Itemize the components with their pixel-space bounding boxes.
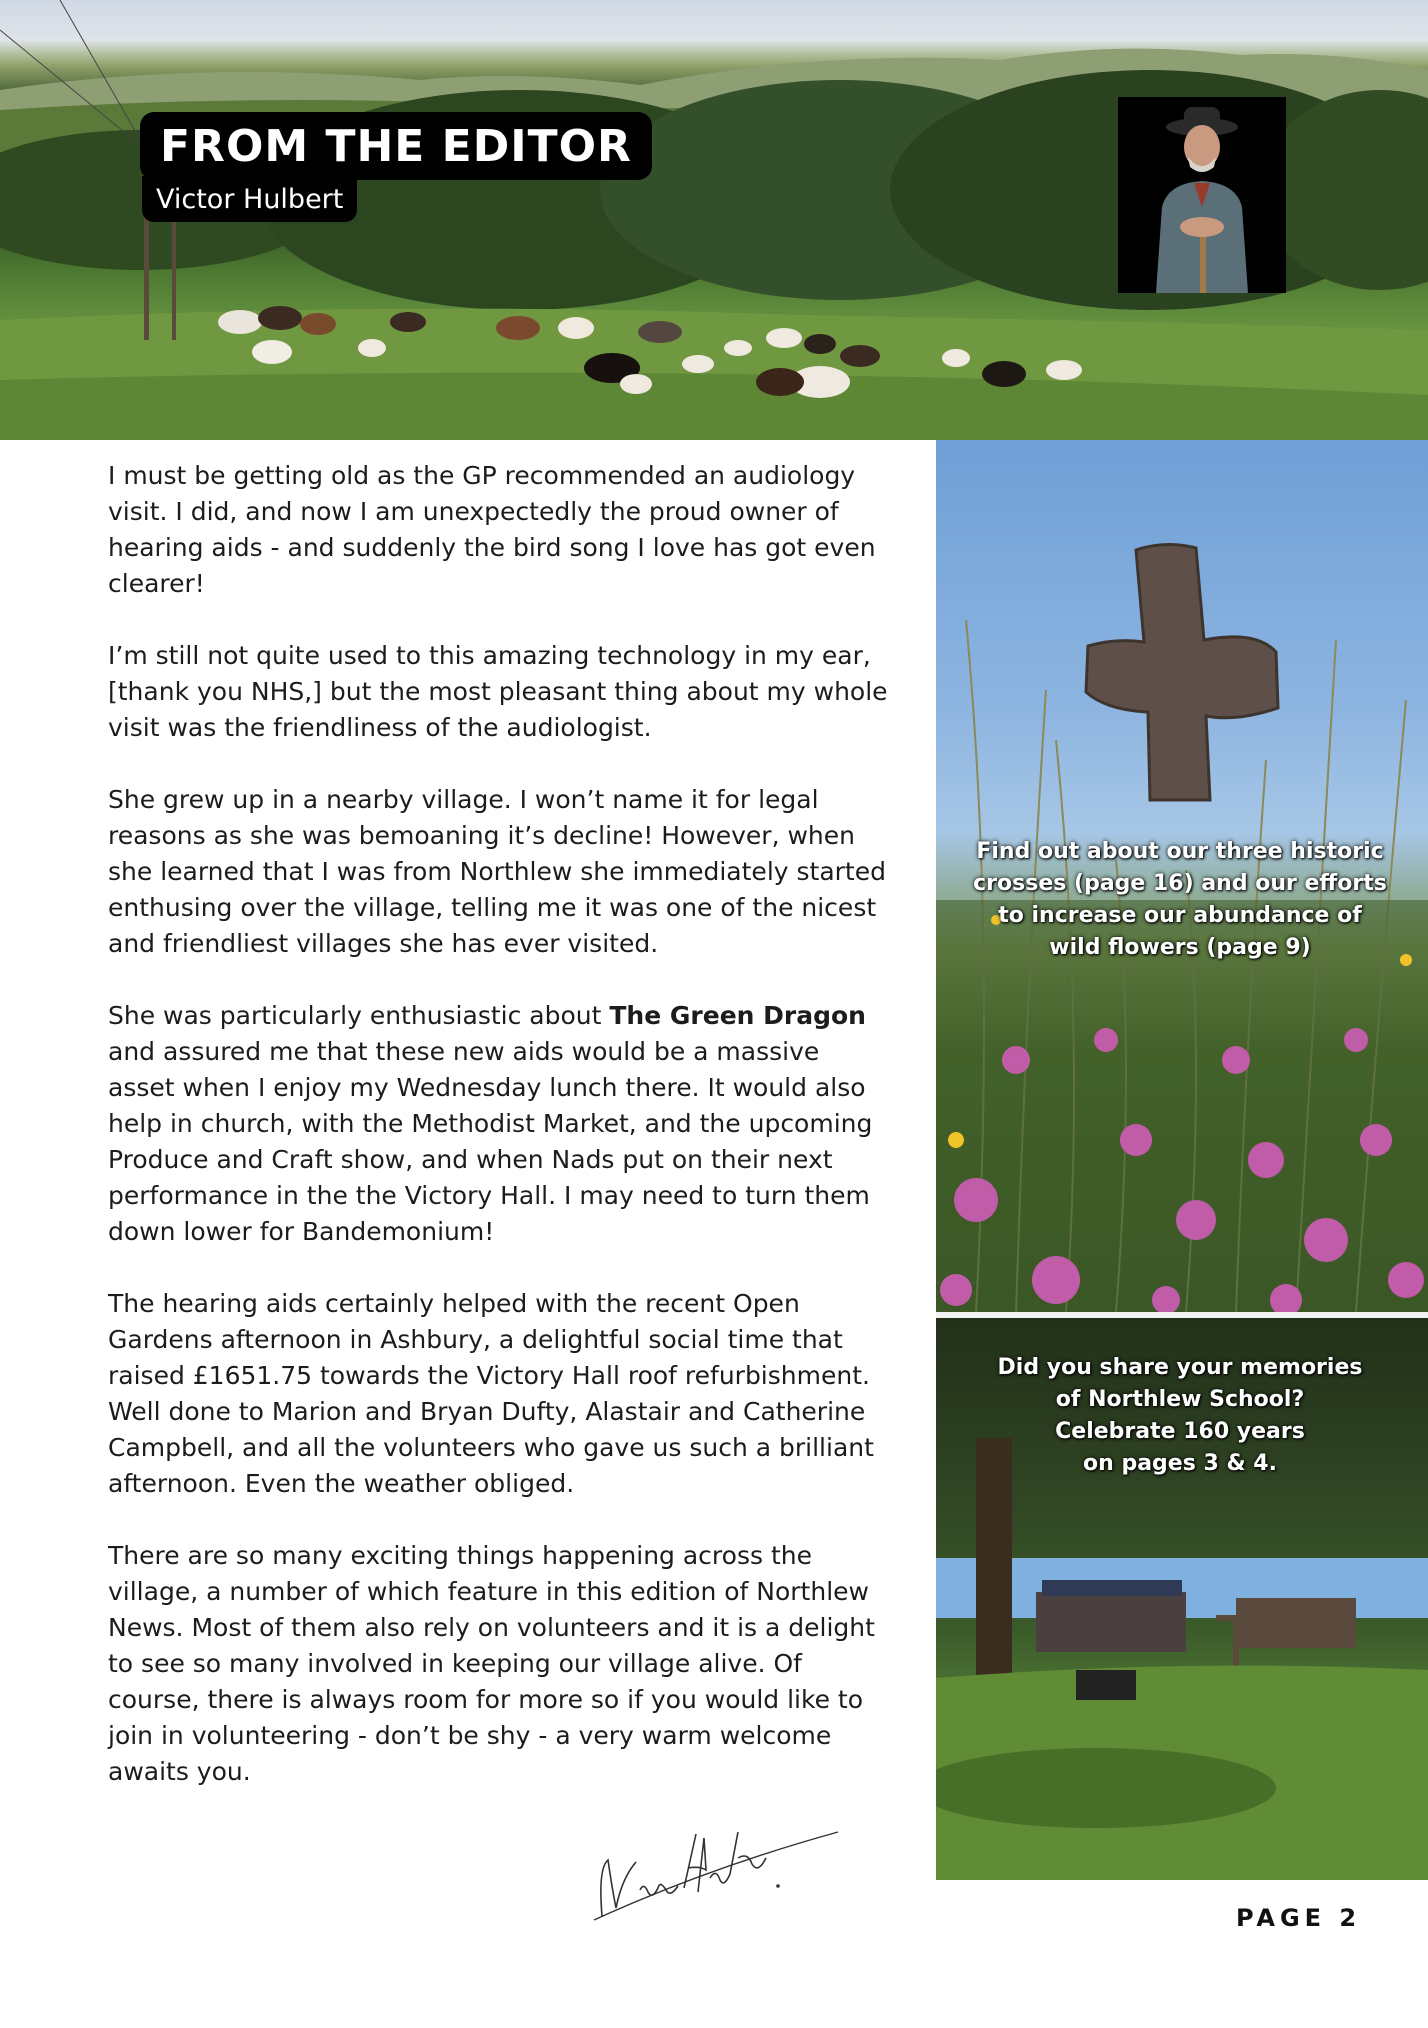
editor-signature (588, 1808, 848, 1928)
crosses-caption: Find out about our three historic crosses (page 16) and our efforts to increase our abundance of wild flowers (page 9) (973, 839, 1387, 960)
editor-figure-illustration (1118, 97, 1286, 293)
paragraph-4-start: She was particularly enthusiastic about (108, 1001, 610, 1030)
editorial-article (108, 458, 888, 1826)
paragraph-2: I’m still not quite used to this amazing technology in my ear, [thank you NHS,] but the most pleasant thing about my whole visit was the friendliness of the audiologist. (108, 641, 888, 742)
school-caption-line-3: on pages 3 & 4. (1083, 1451, 1277, 1476)
section-title: FROM THE EDITOR (160, 120, 632, 172)
paragraph-6: There are so many exciting things happening across the village, a number of which feature in this edition of Northlew News. Most of them also rely on volunteers and it is a delight to see so many involved in keeping our village alive. Of course, there is always room for more so if you would like to join in volunteering - don’t be shy - a very warm welcome awaits you. (108, 1541, 875, 1786)
paragraph-3: She grew up in a nearby village. I won’t name it for legal reasons as she was bemoaning it’s decline! However, when she learned that I was from Northlew she immediately started enthusing over the village, telling me it was one of the nicest and friendliest villages she has ever visited. (108, 785, 886, 958)
school-caption-line-2: Celebrate 160 years (1055, 1419, 1305, 1444)
school-caption-line-1: Did you share your memories of Northlew School? (997, 1355, 1363, 1412)
page-number: PAGE 2 (1236, 1904, 1362, 1932)
school-caption (990, 1352, 1370, 1480)
paragraph-4 (108, 998, 888, 1250)
paragraph-4-end: and assured me that these new aids would be a massive asset when I enjoy my Wednesday lunch there. It would also help in church, with the Methodist Market, and the upcoming Produce and Craft show, and when Nads put on their next performance in the the Victory Hall. I may need to turn them down lower for Bandemonium! (108, 1037, 873, 1246)
author-name: Victor Hulbert (156, 183, 344, 215)
paragraph-1: I must be getting old as the GP recommended an audiology visit. I did, and now I am unexpectedly the proud owner of hearing aids - and suddenly the bird song I love has got even clearer! (108, 461, 876, 598)
section-title-box (140, 112, 652, 180)
green-dragon-highlight: The Green Dragon (609, 1001, 866, 1030)
editor-portrait-photo (1118, 97, 1286, 293)
header-banner-photo (0, 0, 1428, 440)
paragraph-5: The hearing aids certainly helped with the recent Open Gardens afternoon in Ashbury, a delightful social time that raised £1651.75 towards the Victory Hall roof refurbishment. Well done to Marion and Bryan Dufty, Alastair and Catherine Campbell, and all the volunteers who gave us such a brilliant afternoon. Even the weather obliged. (108, 1289, 874, 1498)
author-name-box (142, 176, 357, 222)
